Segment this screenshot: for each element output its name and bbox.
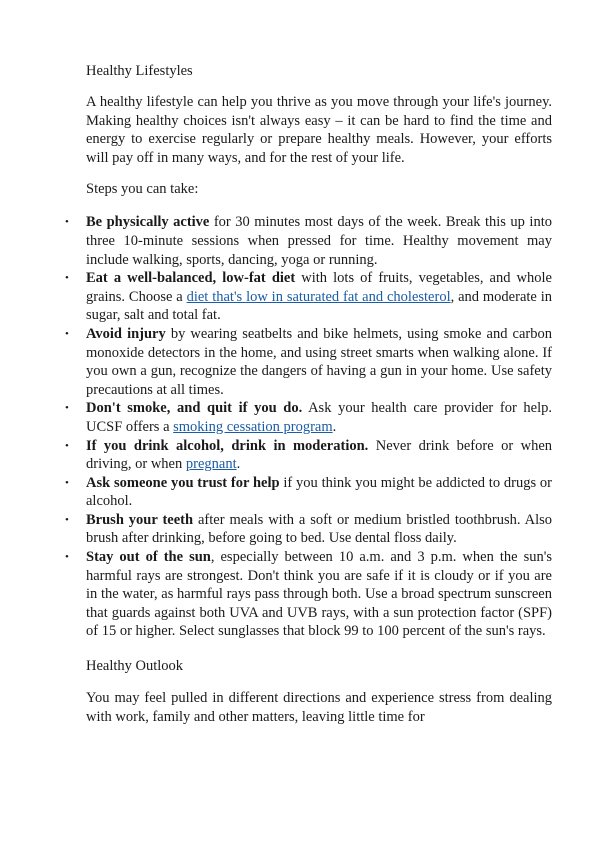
bullet-icon: • — [65, 272, 69, 285]
step-lead: Don't smoke, and quit if you do. — [86, 400, 303, 417]
smoking-cessation-link[interactable]: smoking cessation program — [173, 418, 333, 435]
bullet-icon: • — [65, 327, 69, 340]
diet-link[interactable]: diet that's low in saturated fat and cholesterol — [186, 288, 451, 305]
intro-paragraph: A healthy lifestyle can help you thrive as you move through your life's journey. Making healthy choices isn't always easy – it can be hard to find the time and energy to exercise regularly or prepare healthy meals. However, your efforts will pay off in many ways, and for the rest of your life. — [86, 94, 552, 166]
step-text: with lots of fruits, vegetables, and whole grains. Choose a — [86, 270, 552, 305]
step-text-end: , and moderate in sugar, salt and total fat. — [86, 288, 552, 324]
step-item-physically-active — [65, 213, 552, 269]
bullet-icon: • — [65, 216, 69, 229]
step-text-end: . — [236, 456, 241, 473]
document-content — [65, 62, 553, 739]
steps-list — [65, 213, 553, 641]
step-item-avoid-injury — [65, 325, 552, 399]
step-text: after meals with a soft or medium bristled toothbrush. Also brush after drinking, before going to bed. Use dental floss daily. — [86, 511, 552, 547]
section-title-healthy-lifestyles: Healthy Lifestyles — [86, 63, 193, 79]
step-item-alcohol — [65, 437, 553, 474]
step-text-end: . — [332, 418, 337, 435]
bullet-icon: • — [65, 551, 69, 564]
bullet-icon: • — [65, 402, 69, 415]
step-text: by wearing seatbelts and bike helmets, using smoke and carbon monoxide detectors in the home, and using street smarts when walking alone. If you own a gun, recognize the dangers of having a gun in your home. Use safety precautions at all times. — [86, 325, 552, 398]
bullet-icon: • — [65, 439, 69, 452]
step-lead: Stay out of the sun — [86, 549, 211, 566]
step-text: Never drink before or when driving, or when — [86, 437, 553, 473]
step-text: , especially between 10 a.m. and 3 p.m. when the sun's harmful rays are strongest. Don't think you are safe if it is cloudy or if you are in the water, as harmful rays pass through both. Use a broad spectrum sunscreen that guards against both UVA and UVB rays, with a sun protection factor (SPF) of 15 or higher. Select sunglasses that block 99 to 100 percent of the sun's rays. — [86, 549, 552, 640]
step-text: Ask your health care provider for help. UCSF offers a — [86, 400, 552, 435]
step-item-sun — [65, 548, 552, 641]
step-lead: Avoid injury — [86, 325, 166, 342]
step-item-ask-for-help — [65, 474, 552, 511]
steps-heading: Steps you can take: — [86, 181, 199, 198]
step-lead: If you drink alcohol, drink in moderation. — [86, 437, 369, 454]
step-lead: Eat a well-balanced, low-fat diet — [86, 270, 296, 287]
step-lead: Brush your teeth — [86, 511, 194, 528]
step-text: for 30 minutes most days of the week. Break this up into three 10-minute sessions when pressed for time. Healthy movement may include walking, sports, dancing, yoga or running. — [86, 214, 552, 268]
bullet-icon: • — [65, 476, 69, 489]
step-lead: Ask someone you trust for help — [86, 474, 280, 491]
step-lead: Be physically active — [86, 214, 210, 231]
bullet-icon: • — [65, 513, 69, 526]
outlook-paragraph: You may feel pulled in different directions and experience stress from dealing with work, family and other matters, leaving little time for — [86, 690, 552, 725]
section-title-healthy-outlook: Healthy Outlook — [86, 658, 184, 675]
step-text: if you think you might be addicted to drugs or alcohol. — [86, 474, 552, 510]
step-item-diet — [65, 269, 552, 325]
step-item-brush-teeth — [65, 511, 552, 548]
step-item-dont-smoke — [65, 399, 552, 436]
pregnant-link[interactable]: pregnant — [185, 456, 237, 473]
